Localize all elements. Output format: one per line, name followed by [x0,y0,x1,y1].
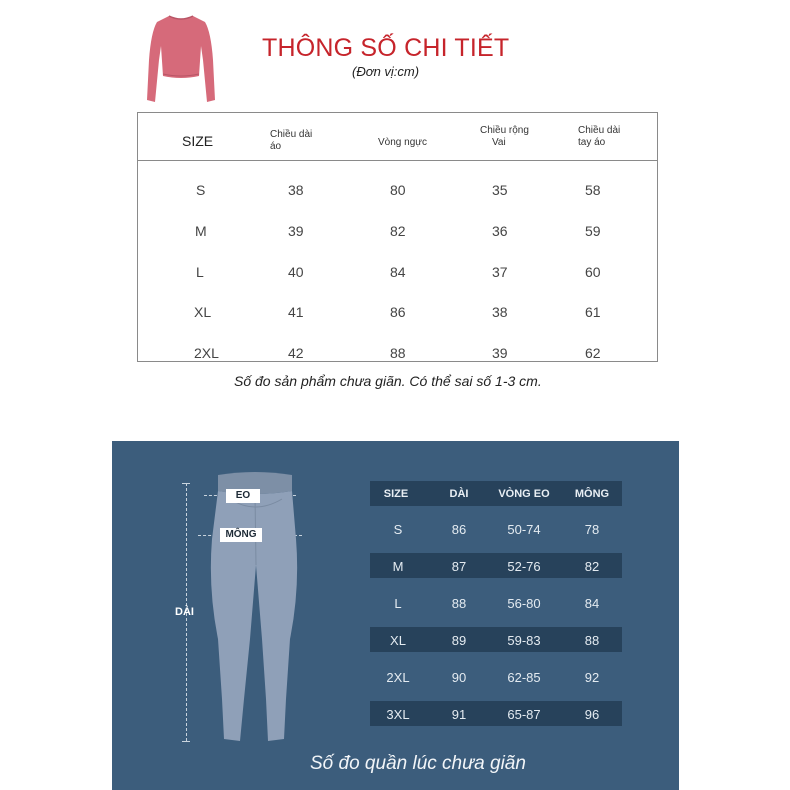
cell-hip: 88 [584,633,600,648]
cell-size: M [195,223,207,239]
header-length: DÀI [449,488,469,500]
cell-waist: 62-85 [507,670,541,685]
cell-chest: 84 [390,264,406,280]
cell-sleeve: 60 [585,264,601,280]
cell-chest: 80 [390,182,406,198]
table-row [138,252,657,292]
cell-length: 42 [288,345,304,361]
cell-length: 38 [288,182,304,198]
cell-sleeve: 59 [585,223,601,239]
cell-chest: 86 [390,304,406,320]
cell-sleeve: 61 [585,304,601,320]
header-hip: MÔNG [574,488,610,500]
table-row [138,170,657,210]
cell-length: 90 [451,670,467,685]
pants-table-header [370,481,622,506]
cell-waist: 59-83 [507,633,541,648]
header-sleeve [578,125,620,149]
table-row [370,701,622,726]
shirt-table-header [138,113,657,161]
cell-length: 88 [451,596,467,611]
leggings-image [190,469,320,745]
table-row [138,211,657,251]
header-chest: Vòng ngực [378,137,427,148]
cell-size: 2XL [194,345,219,361]
cell-length: 41 [288,304,304,320]
cell-chest: 88 [390,345,406,361]
header-size: SIZE [383,488,409,500]
table-row [370,553,622,578]
table-row [370,627,622,652]
cell-length: 87 [451,559,467,574]
cell-shoulder: 38 [492,304,508,320]
cell-shoulder: 36 [492,223,508,239]
cell-length: 40 [288,264,304,280]
page-title: THÔNG SỐ CHI TIẾT [262,34,510,62]
header-waist: VÒNG EO [498,488,550,500]
cell-waist: 56-80 [507,596,541,611]
cell-hip: 96 [584,707,600,722]
cell-size: XL [390,633,406,648]
cell-size: M [392,559,404,574]
header-size: SIZE [182,133,214,149]
length-label: DÀI [175,606,194,618]
cell-shoulder: 39 [492,345,508,361]
table-row [370,516,622,541]
cell-hip: 92 [584,670,600,685]
length-guide-bottom-tick [182,741,190,742]
table-row [370,590,622,615]
cell-hip: 82 [584,559,600,574]
header-shirt-length-line1: Chiều dài [270,129,313,140]
cell-length: 91 [451,707,467,722]
cell-sleeve: 58 [585,182,601,198]
cell-hip: 84 [584,596,600,611]
cell-size: 3XL [386,707,410,722]
cell-length: 89 [451,633,467,648]
header-sleeve-line1: Chiều dài [578,125,621,136]
length-guide-top-tick [182,483,190,484]
crop-top-shirt-image [143,10,219,106]
header-shoulder [480,125,529,149]
header-sleeve-line2: tay áo [578,137,606,148]
cell-length: 86 [451,522,467,537]
table-row [138,333,657,373]
cell-waist: 50-74 [507,522,541,537]
cell-size: S [393,522,403,537]
unit-label: (Đơn vị:cm) [352,64,420,79]
header-shoulder-line2: Vai [492,137,506,148]
waist-label: EO [226,489,260,503]
pants-measure-note: Số đo quần lúc chưa giãn [310,753,526,774]
header-shirt-length [270,129,312,153]
cell-hip: 78 [584,522,600,537]
cell-waist: 52-76 [507,559,541,574]
pants-size-panel [112,441,679,790]
cell-size: L [196,264,204,280]
cell-size: 2XL [386,670,410,685]
table-row [138,292,657,332]
shirt-size-table [137,112,658,362]
cell-chest: 82 [390,223,406,239]
cell-size: S [196,182,206,198]
header-shoulder-line1: Chiều rộng [480,125,529,136]
cell-size: L [394,596,402,611]
cell-size: XL [194,304,212,320]
cell-sleeve: 62 [585,345,601,361]
table-row [370,664,622,689]
cell-shoulder: 35 [492,182,508,198]
cell-waist: 65-87 [507,707,541,722]
header-shirt-length-line2: áo [270,141,282,152]
hip-label: MÔNG [220,528,262,542]
cell-shoulder: 37 [492,264,508,280]
shirt-measure-note: Số đo sản phẩm chưa giãn. Có thể sai số 1-3 cm. [234,373,542,389]
cell-length: 39 [288,223,304,239]
